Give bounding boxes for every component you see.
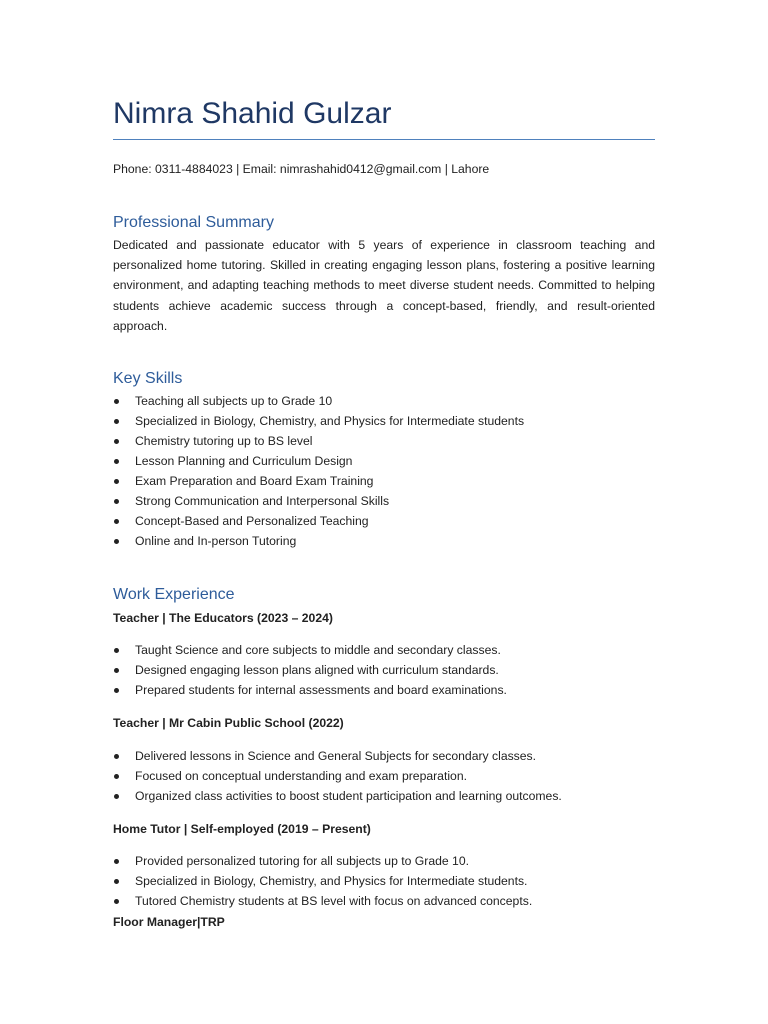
bullet-icon [114,539,119,544]
job-title: Teacher | Mr Cabin Public School (2022) [113,716,344,730]
job-bullet [113,851,655,871]
bullet-icon [114,648,119,653]
job-bullet [113,766,655,786]
job-bullet-text: Specialized in Biology, Chemistry, and Physics for Intermediate students. [135,874,528,888]
skill-text: Strong Communication and Interpersonal Skills [135,494,390,508]
job-bullet [113,746,655,766]
skill-item [113,451,655,471]
summary-text: Dedicated and passionate educator with 5 years of experience in classroom teaching and personalized home tutoring. Skilled in creating engaging lesson plans, fostering a positive learning environment, and adapting teaching methods to meet diverse student needs. Committed to helping students achieve academic success through a concept-based, friendly, and result-oriented approach. [113,238,655,333]
job-bullet-text: Provided personalized tutoring for all subjects up to Grade 10. [135,854,469,868]
skill-item [113,471,655,491]
job-bullet-text: Designed engaging lesson plans aligned with curriculum standards. [135,663,499,677]
contact-line: Phone: 0311-4884023 | Email: nimrashahid0412@gmail.com | Lahore [113,162,490,176]
job-bullet-text: Tutored Chemistry students at BS level with focus on advanced concepts. [135,894,533,908]
skill-item [113,531,655,551]
bullet-icon [114,754,119,759]
job-title: Teacher | The Educators (2023 – 2024) [113,611,333,625]
skill-text: Online and In-person Tutoring [135,534,297,548]
skill-text: Lesson Planning and Curriculum Design [135,454,353,468]
job-bullet-text: Focused on conceptual understanding and exam preparation. [135,769,467,783]
skill-text: Specialized in Biology, Chemistry, and Physics for Intermediate students [135,414,525,428]
job-bullet-text: Organized class activities to boost student participation and learning outcomes. [135,789,562,803]
job-bullet [113,680,655,700]
candidate-name: Nimra Shahid Gulzar [113,97,392,130]
job-bullet [113,786,655,806]
bullet-icon [114,688,119,693]
job-bullet-text: Delivered lessons in Science and General Subjects for secondary classes. [135,749,537,763]
job-title: Floor Manager|TRP [113,915,225,929]
bullet-icon [114,499,119,504]
skill-text: Teaching all subjects up to Grade 10 [135,394,333,408]
skill-text: Chemistry tutoring up to BS level [135,434,313,448]
job-bullets [113,640,655,700]
job-bullet [113,871,655,891]
bullet-icon [114,459,119,464]
skill-text: Exam Preparation and Board Exam Training [135,474,374,488]
job-title: Home Tutor | Self-employed (2019 – Present) [113,822,371,836]
summary-heading: Professional Summary [113,214,274,231]
job-bullets [113,746,655,806]
job-bullet [113,640,655,660]
bullet-icon [114,794,119,799]
bullet-icon [114,774,119,779]
job-bullet-text: Prepared students for internal assessments and board examinations. [135,683,507,697]
skill-item [113,491,655,511]
bullet-icon [114,668,119,673]
skill-item [113,511,655,531]
skill-item [113,411,655,431]
bullet-icon [114,879,119,884]
bullet-icon [114,859,119,864]
job-bullet [113,660,655,680]
job-bullet [113,891,655,911]
job-bullets [113,851,655,911]
bullet-icon [114,419,119,424]
name-divider [113,139,655,140]
bullet-icon [114,439,119,444]
skills-heading: Key Skills [113,370,183,387]
skill-item [113,391,655,411]
experience-heading: Work Experience [113,586,235,603]
bullet-icon [114,519,119,524]
skill-item [113,431,655,451]
job-bullet-text: Taught Science and core subjects to middle and secondary classes. [135,643,501,657]
bullet-icon [114,899,119,904]
bullet-icon [114,399,119,404]
bullet-icon [114,479,119,484]
skill-text: Concept-Based and Personalized Teaching [135,514,369,528]
skills-list [113,391,655,551]
